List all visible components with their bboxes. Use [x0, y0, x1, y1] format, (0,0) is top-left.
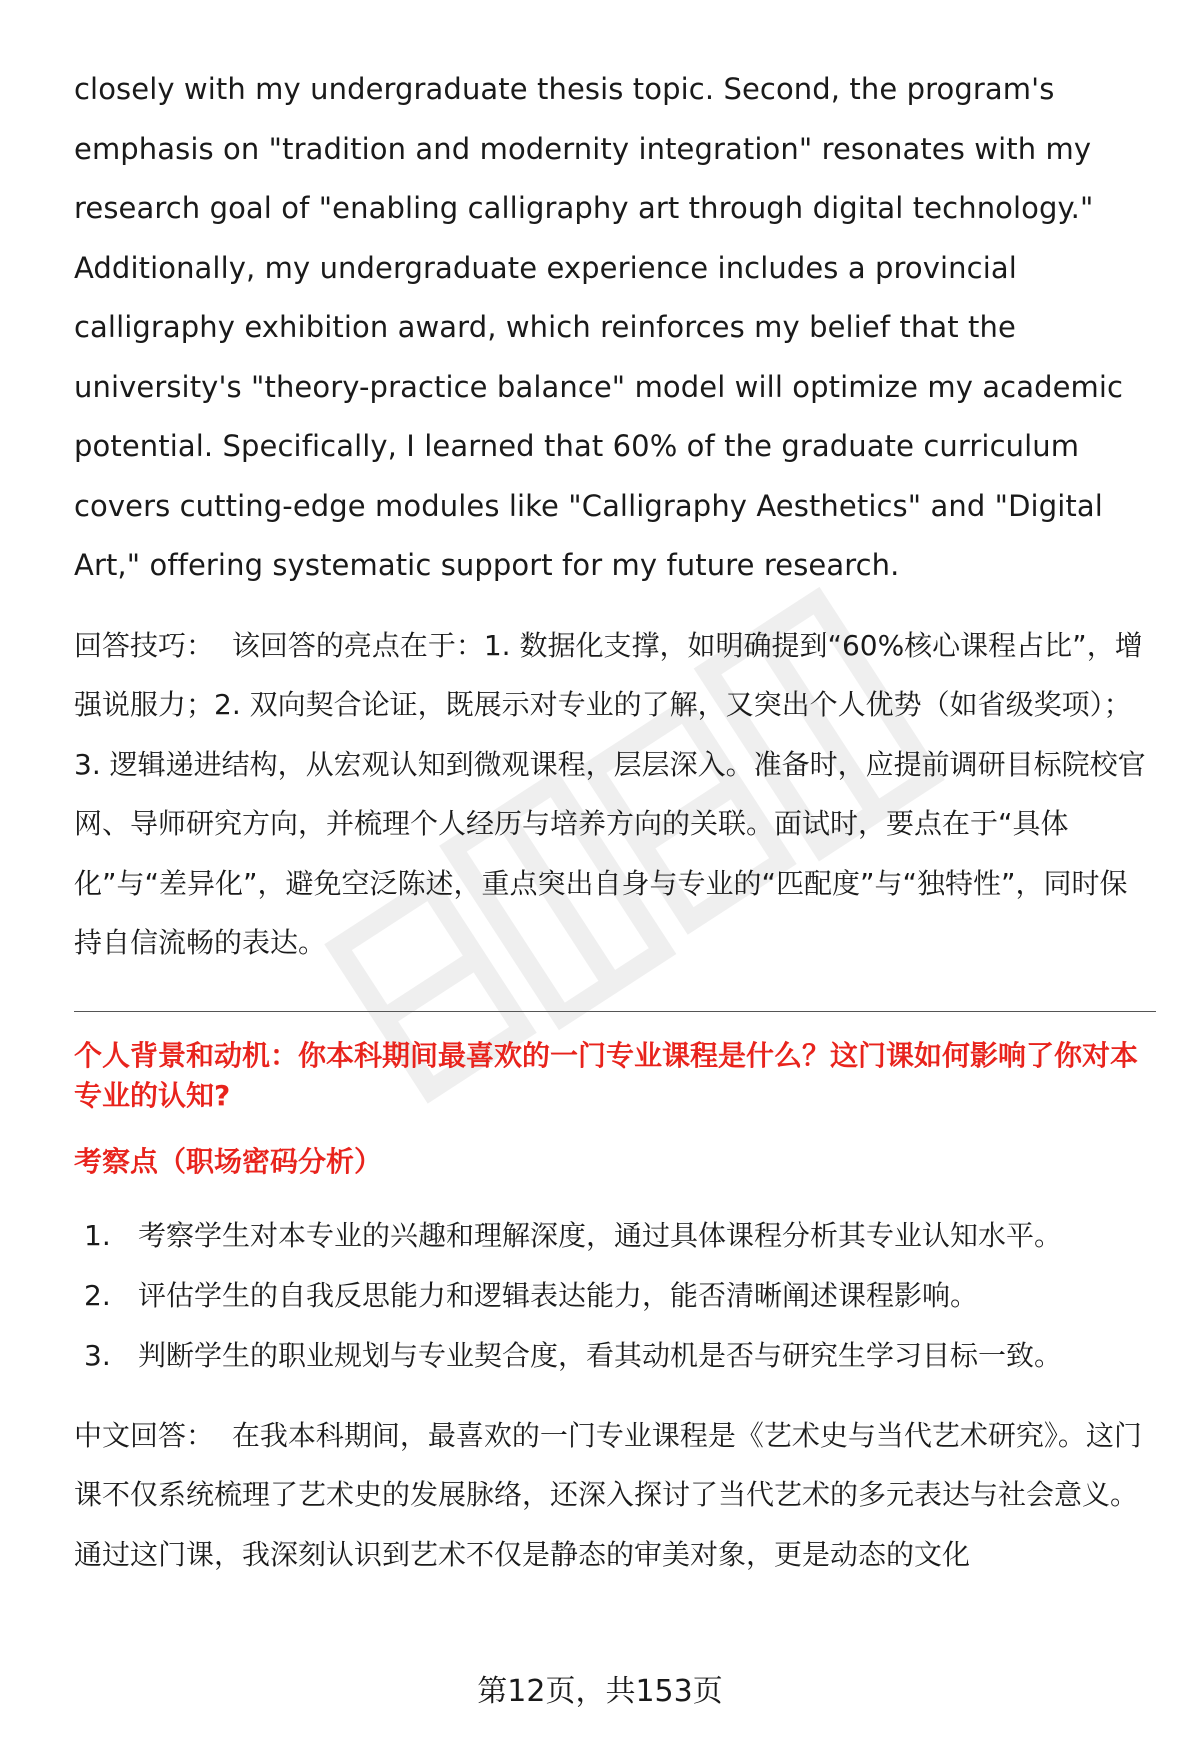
- chinese-answer-paragraph: [74, 1406, 1154, 1585]
- list-item-number: 2.: [84, 1278, 111, 1312]
- list-item: [74, 1326, 1154, 1386]
- section-divider: [74, 1011, 1156, 1012]
- page-number-footer: 第12页，共153页: [477, 1674, 723, 1709]
- list-item-text: 评估学生的自我反思能力和逻辑表达能力，能否清晰阐述课程影响。: [138, 1278, 979, 1312]
- answer-tips-text: 该回答的亮点在于：1. 数据化支撑，如明确提到“60%核心课程占比”，增强说服力；2. 双向契合论证，既展示对专业的了解，又突出个人优势（如省级奖项）；3. 逻辑递进结构，从宏观认知到微观课程，层层深入。准备时，应提前调研目标院校官网、导师研究方向，并梳理个人经历与培养方向的关联。面试时，要点在于“具体化”与“差异化”，避免空泛陈述，重点突出自身与专业的“匹配度”与“独特性”，同时保持自信流畅的表达。: [74, 628, 1146, 959]
- answer-tips-paragraph: [74, 616, 1154, 973]
- assessment-points-list: [74, 1206, 1154, 1386]
- assessment-heading: 考察点（职场密码分析）: [74, 1144, 383, 1178]
- list-item-text: 考察学生对本专业的兴趣和理解深度，通过具体课程分析其专业认知水平。: [138, 1218, 1063, 1252]
- list-item: [74, 1206, 1154, 1266]
- chinese-answer-label: 中文回答：: [74, 1418, 215, 1452]
- list-item-text: 判断学生的职业规划与专业契合度，看其动机是否与研究生学习目标一致。: [138, 1338, 1063, 1372]
- question-heading: 个人背景和动机：你本科期间最喜欢的一门专业课程是什么？这门课如何影响了你对本专业的认知?: [74, 1038, 1139, 1112]
- list-item-number: 1.: [84, 1218, 111, 1252]
- page-content: [74, 60, 1154, 1584]
- answer-tips-label: 回答技巧：: [74, 628, 215, 662]
- list-item-number: 3.: [84, 1338, 111, 1372]
- chinese-answer-text: 在我本科期间，最喜欢的一门专业课程是《艺术史与当代艺术研究》。这门课不仅系统梳理了艺术史的发展脉络，还深入探讨了当代艺术的多元表达与社会意义。通过这门课，我深刻认识到艺术不仅是静态的审美对象，更是动态的文化: [74, 1418, 1142, 1571]
- english-answer-paragraph: closely with my undergraduate thesis topic. Second, the program's emphasis on "tradition and modernity integration" resonates with my research goal of "enabling calligraphy art through digital technology." Additionally, my undergraduate experience includes a provincial calligraphy exhibition award, which reinforces my belief that the university's "theory-practice balance" model will optimize my academic potential. Specifically, I learned that 60% of the graduate curriculum covers cutting-edge modules like "Calligraphy Aesthetics" and "Digital Art," offering systematic support for my future research.: [74, 72, 1124, 582]
- list-item: [74, 1266, 1154, 1326]
